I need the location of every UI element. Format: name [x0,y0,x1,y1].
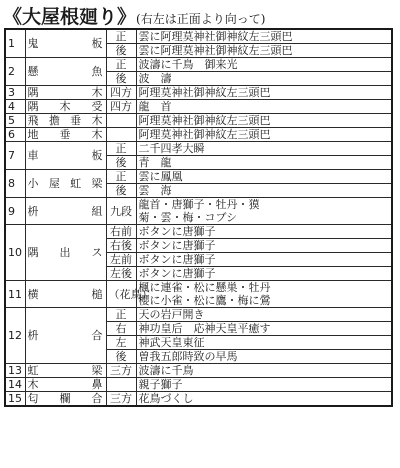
description-cell: 阿理莫神社御神紋左三頭巴 [136,86,392,100]
row-number: 9 [5,198,25,225]
side-cell: （花鳥） [106,281,136,308]
description-cell [136,281,392,308]
description-cell: ボタンに唐獅子 [136,239,392,253]
side-cell: 左前 [106,253,136,267]
description-cell: ボタンに唐獅子 [136,267,392,281]
description-line: 櫻に小雀・松に鷹・梅に鶯 [138,294,271,307]
description-line: 菊・雲・梅・コブシ [138,211,238,224]
description-cell: 親子獅子 [136,378,392,392]
part-name: 虹 梁 [25,364,106,378]
side-cell: 後 [106,184,136,198]
side-cell: 九段 [106,198,136,225]
description-cell: 曽我五郎時致の早馬 [136,350,392,364]
side-cell: 正 [106,58,136,72]
part-name: 枡 組 [25,198,106,225]
side-cell: 四方 [106,86,136,100]
part-name: 飛 擔 垂 木 [25,114,106,128]
part-name: 小 屋 虹 梁 [25,170,106,198]
table-row [5,86,392,100]
row-number: 12 [5,308,25,364]
row-number: 10 [5,225,25,281]
description-cell: 雲に阿理莫神社御神紋左三頭巴 [136,44,392,58]
part-name: 地 垂 木 [25,128,106,142]
part-name: 匂 欄 合 [25,392,106,407]
description-cell [136,198,392,225]
part-name: 車 板 [25,142,106,170]
description-line: 楓に連雀・松に懸巣・牡丹 [138,281,271,294]
table-row [5,29,392,44]
table-row [5,170,392,184]
table-row [5,392,392,407]
description-cell: 雲に鳳凰 [136,170,392,184]
description-cell: ボタンに唐獅子 [136,225,392,239]
description-cell: 天の岩戸開き [136,308,392,322]
side-cell: 三方 [106,392,136,407]
description-cell: 花鳥づくし [136,392,392,407]
table-row [5,198,392,225]
row-number: 2 [5,58,25,86]
part-name: 隅 出 ス [25,225,106,281]
description-cell: 波濤に千鳥 [136,364,392,378]
description-cell: ボタンに唐獅子 [136,253,392,267]
table-row [5,225,392,239]
table-row [5,128,392,142]
part-name: 木 鼻 [25,378,106,392]
side-cell: 正 [106,308,136,322]
row-number: 4 [5,100,25,114]
side-cell: 右 [106,322,136,336]
side-cell: 三方 [106,364,136,378]
carving-table [4,28,393,407]
description-cell: 神武天皇東征 [136,336,392,350]
row-number: 1 [5,29,25,58]
side-cell [106,378,136,392]
side-cell: 後 [106,44,136,58]
description-cell: 雲 海 [136,184,392,198]
description-cell: 青 龍 [136,156,392,170]
row-number: 8 [5,170,25,198]
side-cell: 後 [106,156,136,170]
description-cell: 神功皇后 応神天皇平癒す [136,322,392,336]
description-cell: 波濤に千鳥 御来光 [136,58,392,72]
part-name: 鬼 板 [25,29,106,58]
side-cell [106,128,136,142]
description-cell: 阿理莫神社御神紋左三頭巴 [136,128,392,142]
part-name: 枡 合 [25,308,106,364]
side-cell: 左 [106,336,136,350]
table-row [5,100,392,114]
title-note: (右左は正面より向って) [136,12,266,26]
description-cell: 波 濤 [136,72,392,86]
side-cell: 後 [106,350,136,364]
part-name: 隅 木 受 [25,100,106,114]
side-cell: 正 [106,170,136,184]
table-row [5,142,392,156]
description-line: 龍首・唐獅子・牡丹・獏 [138,198,260,211]
row-number: 6 [5,128,25,142]
row-number: 15 [5,392,25,407]
side-cell [106,114,136,128]
part-name: 横 槌 [25,281,106,308]
description-cell: 龍 首 [136,100,392,114]
table-row [5,58,392,72]
description-cell: 二千四孝大瞬 [136,142,392,156]
side-cell: 左後 [106,267,136,281]
table-row [5,114,392,128]
row-number: 7 [5,142,25,170]
title-main: 《大屋根廻り》 [3,6,137,28]
row-number: 5 [5,114,25,128]
side-cell: 四方 [106,100,136,114]
side-cell: 右前 [106,225,136,239]
description-cell: 阿理莫神社御神紋左三頭巴 [136,114,392,128]
side-cell: 後 [106,72,136,86]
row-number: 3 [5,86,25,100]
side-cell: 正 [106,142,136,156]
table-row [5,281,392,308]
side-cell: 正 [106,29,136,44]
table-row [5,378,392,392]
row-number: 14 [5,378,25,392]
table-row [5,364,392,378]
part-name: 隅 木 [25,86,106,100]
table-row [5,308,392,322]
row-number: 13 [5,364,25,378]
side-cell: 右後 [106,239,136,253]
description-cell: 雲に阿理莫神社御神紋左三頭巴 [136,29,392,44]
page-title [3,2,265,26]
row-number: 11 [5,281,25,308]
part-name: 懸 魚 [25,58,106,86]
